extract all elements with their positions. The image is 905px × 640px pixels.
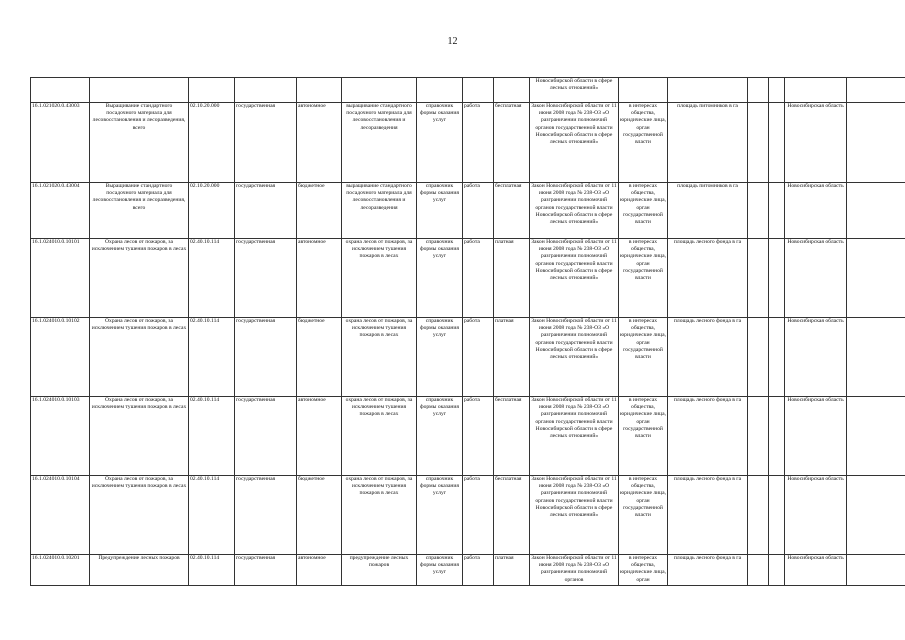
region-cell: Новосибирская область <box>785 183 847 239</box>
payment-cell: бесплатная <box>494 103 530 183</box>
indicator-cell: площадь лесного фонда в га <box>668 318 748 397</box>
service-name-cell: Охрана лесов от пожаров, за исключением тушения пожаров в лесах <box>90 318 189 397</box>
ownership-cell: государственная <box>235 476 297 555</box>
okved-cell: 02.40.10.114 <box>189 555 235 586</box>
form-cell: справочник формы оказания услуг <box>417 476 463 555</box>
content-cell: охрана лесов от пожаров, за исключением тушения пожаров в лесах <box>342 239 417 318</box>
table-row <box>31 183 905 239</box>
code-cell: 16.1.024010.0.10101 <box>31 239 90 318</box>
service-name-cell: Охрана лесов от пожаров, за исключением тушения пожаров в лесах <box>90 476 189 555</box>
okved-cell: 02.40.10.114 <box>189 476 235 555</box>
service-name-cell: Охрана лесов от пожаров, за исключением тушения пожаров в лесах <box>90 239 189 318</box>
legal-basis-cell: Закон Новосибирской области от 11 июня 2008 года № 238-ОЗ «О разграничении полномочий органов государственной власти Новосибирской области в сфере лесных отношений» <box>530 183 619 239</box>
form-cell: справочник формы оказания услуг <box>417 397 463 476</box>
table-row <box>31 318 905 397</box>
form-cell: справочник формы оказания услуг <box>417 555 463 586</box>
content-cell: выращивание стандартного посадочного материала для лесовосстановления и лесоразведения <box>342 103 417 183</box>
content-cell: охрана лесов от пожаров, за исключением тушения пожаров в лесах <box>342 397 417 476</box>
legal-basis-cell: Новосибирской области в сфере лесных отношений» <box>530 78 619 103</box>
okved-cell: 02.40.10.114 <box>189 397 235 476</box>
institution-type-cell: автономное <box>297 239 342 318</box>
consumers-cell: в интересах общества, юридические лица, орган <box>619 555 668 586</box>
ownership-cell: государственная <box>235 103 297 183</box>
consumers-cell: в интересах общества, юридические лица, орган государственной власти <box>619 318 668 397</box>
region-cell: Новосибирская область <box>785 239 847 318</box>
legal-basis-cell: Закон Новосибирской области от 11 июня 2008 года № 238-ОЗ «О разграничении полномочий органов государственной власти Новосибирской области в сфере лесных отношений» <box>530 397 619 476</box>
code-cell: 16.1.024010.0.10103 <box>31 397 90 476</box>
consumers-cell: в интересах общества, юридические лица, орган государственной власти <box>619 476 668 555</box>
indicator-cell: площадь питомников в га <box>668 183 748 239</box>
content-cell: выращивание стандартного посадочного материала для лесовосстановления и лесоразведения <box>342 183 417 239</box>
kind-cell: работа <box>463 476 494 555</box>
code-cell: 16.1.021020.0.43004 <box>31 183 90 239</box>
consumers-cell: в интересах общества, юридические лица, орган государственной власти <box>619 397 668 476</box>
okved-cell: 02.40.10.114 <box>189 239 235 318</box>
legal-basis-cell: Закон Новосибирской области от 11 июня 2008 года № 238-ОЗ «О разграничении полномочий органов государственной власти Новосибирской области в сфере лесных отношений» <box>530 476 619 555</box>
ownership-cell: государственная <box>235 397 297 476</box>
table-row <box>31 397 905 476</box>
region-cell: Новосибирская область <box>785 103 847 183</box>
payment-cell: бесплатная <box>494 476 530 555</box>
region-cell: Новосибирская область <box>785 397 847 476</box>
consumers-cell: в интересах общества, юридические лица, орган государственной власти <box>619 239 668 318</box>
service-name-cell: Охрана лесов от пожаров, за исключением тушения пожаров в лесах <box>90 397 189 476</box>
legal-basis-cell: Закон Новосибирской области от 11 июня 2008 года № 238-ОЗ «О разграничении полномочий органов государственной власти Новосибирской области в сфере лесных отношений» <box>530 103 619 183</box>
form-cell: справочник формы оказания услуг <box>417 318 463 397</box>
institution-type-cell: бюджетное <box>297 318 342 397</box>
code-cell: 16.1.024010.0.10201 <box>31 555 90 586</box>
service-name-cell: Предупреждение лесных пожаров <box>90 555 189 586</box>
form-cell: справочник формы оказания услуг <box>417 239 463 318</box>
kind-cell: работа <box>463 239 494 318</box>
kind-cell: работа <box>463 183 494 239</box>
form-cell: справочник формы оказания услуг <box>417 103 463 183</box>
region-cell: Новосибирская область <box>785 318 847 397</box>
kind-cell: работа <box>463 318 494 397</box>
legal-basis-cell: Закон Новосибирской области от 11 июня 2008 года № 238-ОЗ «О разграничении полномочий органов государственной власти Новосибирской области в сфере лесных отношений» <box>530 239 619 318</box>
services-registry-table <box>30 77 905 586</box>
consumers-cell: в интересах общества, юридические лица, орган государственной власти <box>619 103 668 183</box>
okved-cell: 02.40.10.114 <box>189 318 235 397</box>
form-cell: справочник формы оказания услуг <box>417 183 463 239</box>
table-row-continuation <box>31 78 905 103</box>
payment-cell: платная <box>494 239 530 318</box>
indicator-cell: площадь лесного фонда в га <box>668 476 748 555</box>
service-name-cell: Выращивание стандартного посадочного материала для лесовосстановления и лесоразведения, всего <box>90 103 189 183</box>
page-number: 12 <box>447 36 458 47</box>
content-cell: охрана лесов от пожаров, за исключением тушения пожаров в лесах <box>342 318 417 397</box>
table-row <box>31 555 905 586</box>
region-cell: Новосибирская область <box>785 555 847 586</box>
indicator-cell: площадь лесного фонда в га <box>668 239 748 318</box>
indicator-cell: площадь лесного фонда в га <box>668 555 748 586</box>
content-cell: предупреждение лесных пожаров <box>342 555 417 586</box>
content-cell: охрана лесов от пожаров, за исключением тушения пожаров в лесах <box>342 476 417 555</box>
okved-cell: 02.10.20.000 <box>189 183 235 239</box>
service-name-cell: Выращивание стандартного посадочного материала для лесовосстановления и лесоразведения, всего <box>90 183 189 239</box>
kind-cell: работа <box>463 397 494 476</box>
ownership-cell: государственная <box>235 555 297 586</box>
kind-cell: работа <box>463 555 494 586</box>
institution-type-cell: бюджетное <box>297 183 342 239</box>
institution-type-cell: автономное <box>297 103 342 183</box>
table-row <box>31 476 905 555</box>
legal-basis-cell: Закон Новосибирской области от 11 июня 2008 года № 238-ОЗ «О разграничении полномочий органов государственной власти Новосибирской области в сфере лесных отношений» <box>530 318 619 397</box>
payment-cell: платная <box>494 555 530 586</box>
legal-basis-cell: Закон Новосибирской области от 11 июня 2008 года № 238-ОЗ «О разграничении полномочий органов <box>530 555 619 586</box>
code-cell: 16.1.021020.0.43003 <box>31 103 90 183</box>
region-cell: Новосибирская область <box>785 476 847 555</box>
table-row <box>31 239 905 318</box>
okved-cell: 02.10.20.000 <box>189 103 235 183</box>
code-cell: 16.1.024010.0.10104 <box>31 476 90 555</box>
institution-type-cell: автономное <box>297 397 342 476</box>
institution-type-cell: автономное <box>297 555 342 586</box>
consumers-cell: в интересах общества, юридические лица, орган государственной власти <box>619 183 668 239</box>
payment-cell: бесплатная <box>494 183 530 239</box>
ownership-cell: государственная <box>235 239 297 318</box>
table-row <box>31 103 905 183</box>
ownership-cell: государственная <box>235 318 297 397</box>
kind-cell: работа <box>463 103 494 183</box>
institution-type-cell: бюджетное <box>297 476 342 555</box>
ownership-cell: государственная <box>235 183 297 239</box>
payment-cell: платная <box>494 318 530 397</box>
code-cell: 16.1.024010.0.10102 <box>31 318 90 397</box>
indicator-cell: площадь лесного фонда в га <box>668 397 748 476</box>
payment-cell: бесплатная <box>494 397 530 476</box>
indicator-cell: площадь питомников в га <box>668 103 748 183</box>
